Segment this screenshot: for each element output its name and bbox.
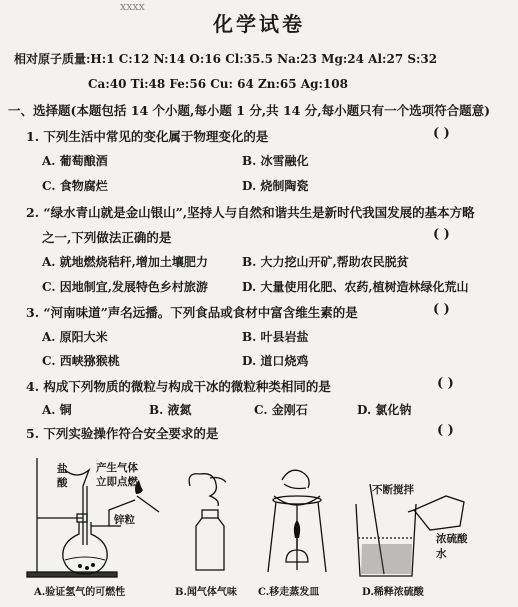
- figure-a-zinc-label: 锌粒: [114, 514, 135, 526]
- question-4-answer-blank: ( ): [437, 376, 454, 391]
- figure-d-acid-label: 浓硫酸: [436, 533, 468, 545]
- question-1-stem: 1. 下列生活中常见的变化属于物理变化的是: [26, 129, 269, 144]
- question-2-option-b: B. 大力挖山开矿,帮助农民脱贫: [242, 255, 409, 269]
- figure-a-hydrogen-apparatus: [25, 450, 165, 580]
- atomic-masses-line-2: Ca:40 Ti:48 Fe:56 Cu: 64 Zn:65 Ag:108: [88, 77, 348, 91]
- question-4-option-c: C. 金刚石: [254, 403, 308, 417]
- top-fragment: xxxx: [120, 0, 145, 13]
- question-1-option-a: A. 葡萄酿酒: [42, 154, 108, 168]
- figure-d-caption: D.稀释浓硫酸: [362, 587, 424, 598]
- question-1-option-b: B. 冰雪融化: [242, 154, 309, 168]
- question-4-stem: 4. 构成下列物质的微粒与构成干冰的微粒种类相同的是: [26, 379, 331, 394]
- figure-c-evaporating-dish: [262, 466, 332, 580]
- question-1-option-d: D. 烧制陶瓷: [242, 179, 309, 193]
- question-2-stem: 2. “绿水青山就是金山银山”,坚持人与自然和谐共生是新时代我国发展的基本方略: [26, 205, 475, 220]
- figure-d-stir-label: 不断搅拌: [372, 484, 414, 496]
- question-5-stem: 5. 下列实验操作符合安全要求的是: [26, 426, 219, 441]
- question-3-option-b: B. 叶县岩盐: [242, 330, 309, 344]
- atomic-masses-line-1: 相对原子质量:H:1 C:12 N:14 O:16 Cl:35.5 Na:23 Mg:24 Al:27 S:32: [14, 52, 438, 66]
- figure-a-caption: A.验证氢气的可燃性: [34, 587, 126, 598]
- question-1-option-c: C. 食物腐烂: [42, 179, 108, 193]
- figure-b-smelling-gas: [180, 470, 240, 580]
- question-3-option-d: D. 道口烧鸡: [242, 354, 309, 368]
- figure-a-acid-label: 盐酸: [57, 463, 68, 489]
- question-4-option-b: B. 液氮: [149, 403, 192, 417]
- figure-a-gas-label: 产生气体: [96, 462, 138, 474]
- question-4-option-d: D. 氯化钠: [357, 403, 412, 417]
- section-heading: 一、选择题(本题包括 14 个小题,每小题 1 分,共 14 分,每小题只有一个选项符合题意): [8, 103, 490, 118]
- figure-a-ignite-label: 立即点燃: [96, 476, 138, 488]
- question-2-answer-blank: ( ): [433, 227, 450, 242]
- question-3-option-c: C. 西峡猕猴桃: [42, 354, 120, 368]
- question-1-answer-blank: ( ): [433, 126, 450, 141]
- question-3-option-a: A. 原阳大米: [42, 330, 108, 344]
- figure-c-caption: C.移走蒸发皿: [258, 587, 320, 598]
- question-2-option-a: A. 就地燃烧秸秆,增加土壤肥力: [42, 255, 208, 269]
- question-2-option-d: D. 大量使用化肥、农药,植树造林绿化荒山: [242, 280, 469, 294]
- question-2-option-c: C. 因地制宜,发展特色乡村旅游: [42, 280, 208, 294]
- question-5-answer-blank: ( ): [437, 423, 454, 438]
- page-title: 化学试卷: [213, 12, 305, 36]
- question-2-stem-continued: 之一,下列做法正确的是: [42, 230, 172, 245]
- figure-d-water-label: 水: [436, 548, 447, 560]
- figure-b-caption: B.闻气体气味: [175, 587, 237, 598]
- question-4-option-a: A. 铜: [42, 403, 72, 417]
- question-3-answer-blank: ( ): [433, 302, 450, 317]
- question-3-stem: 3. “河南味道”声名远播。下列食品或食材中富含维生素的是: [26, 305, 358, 320]
